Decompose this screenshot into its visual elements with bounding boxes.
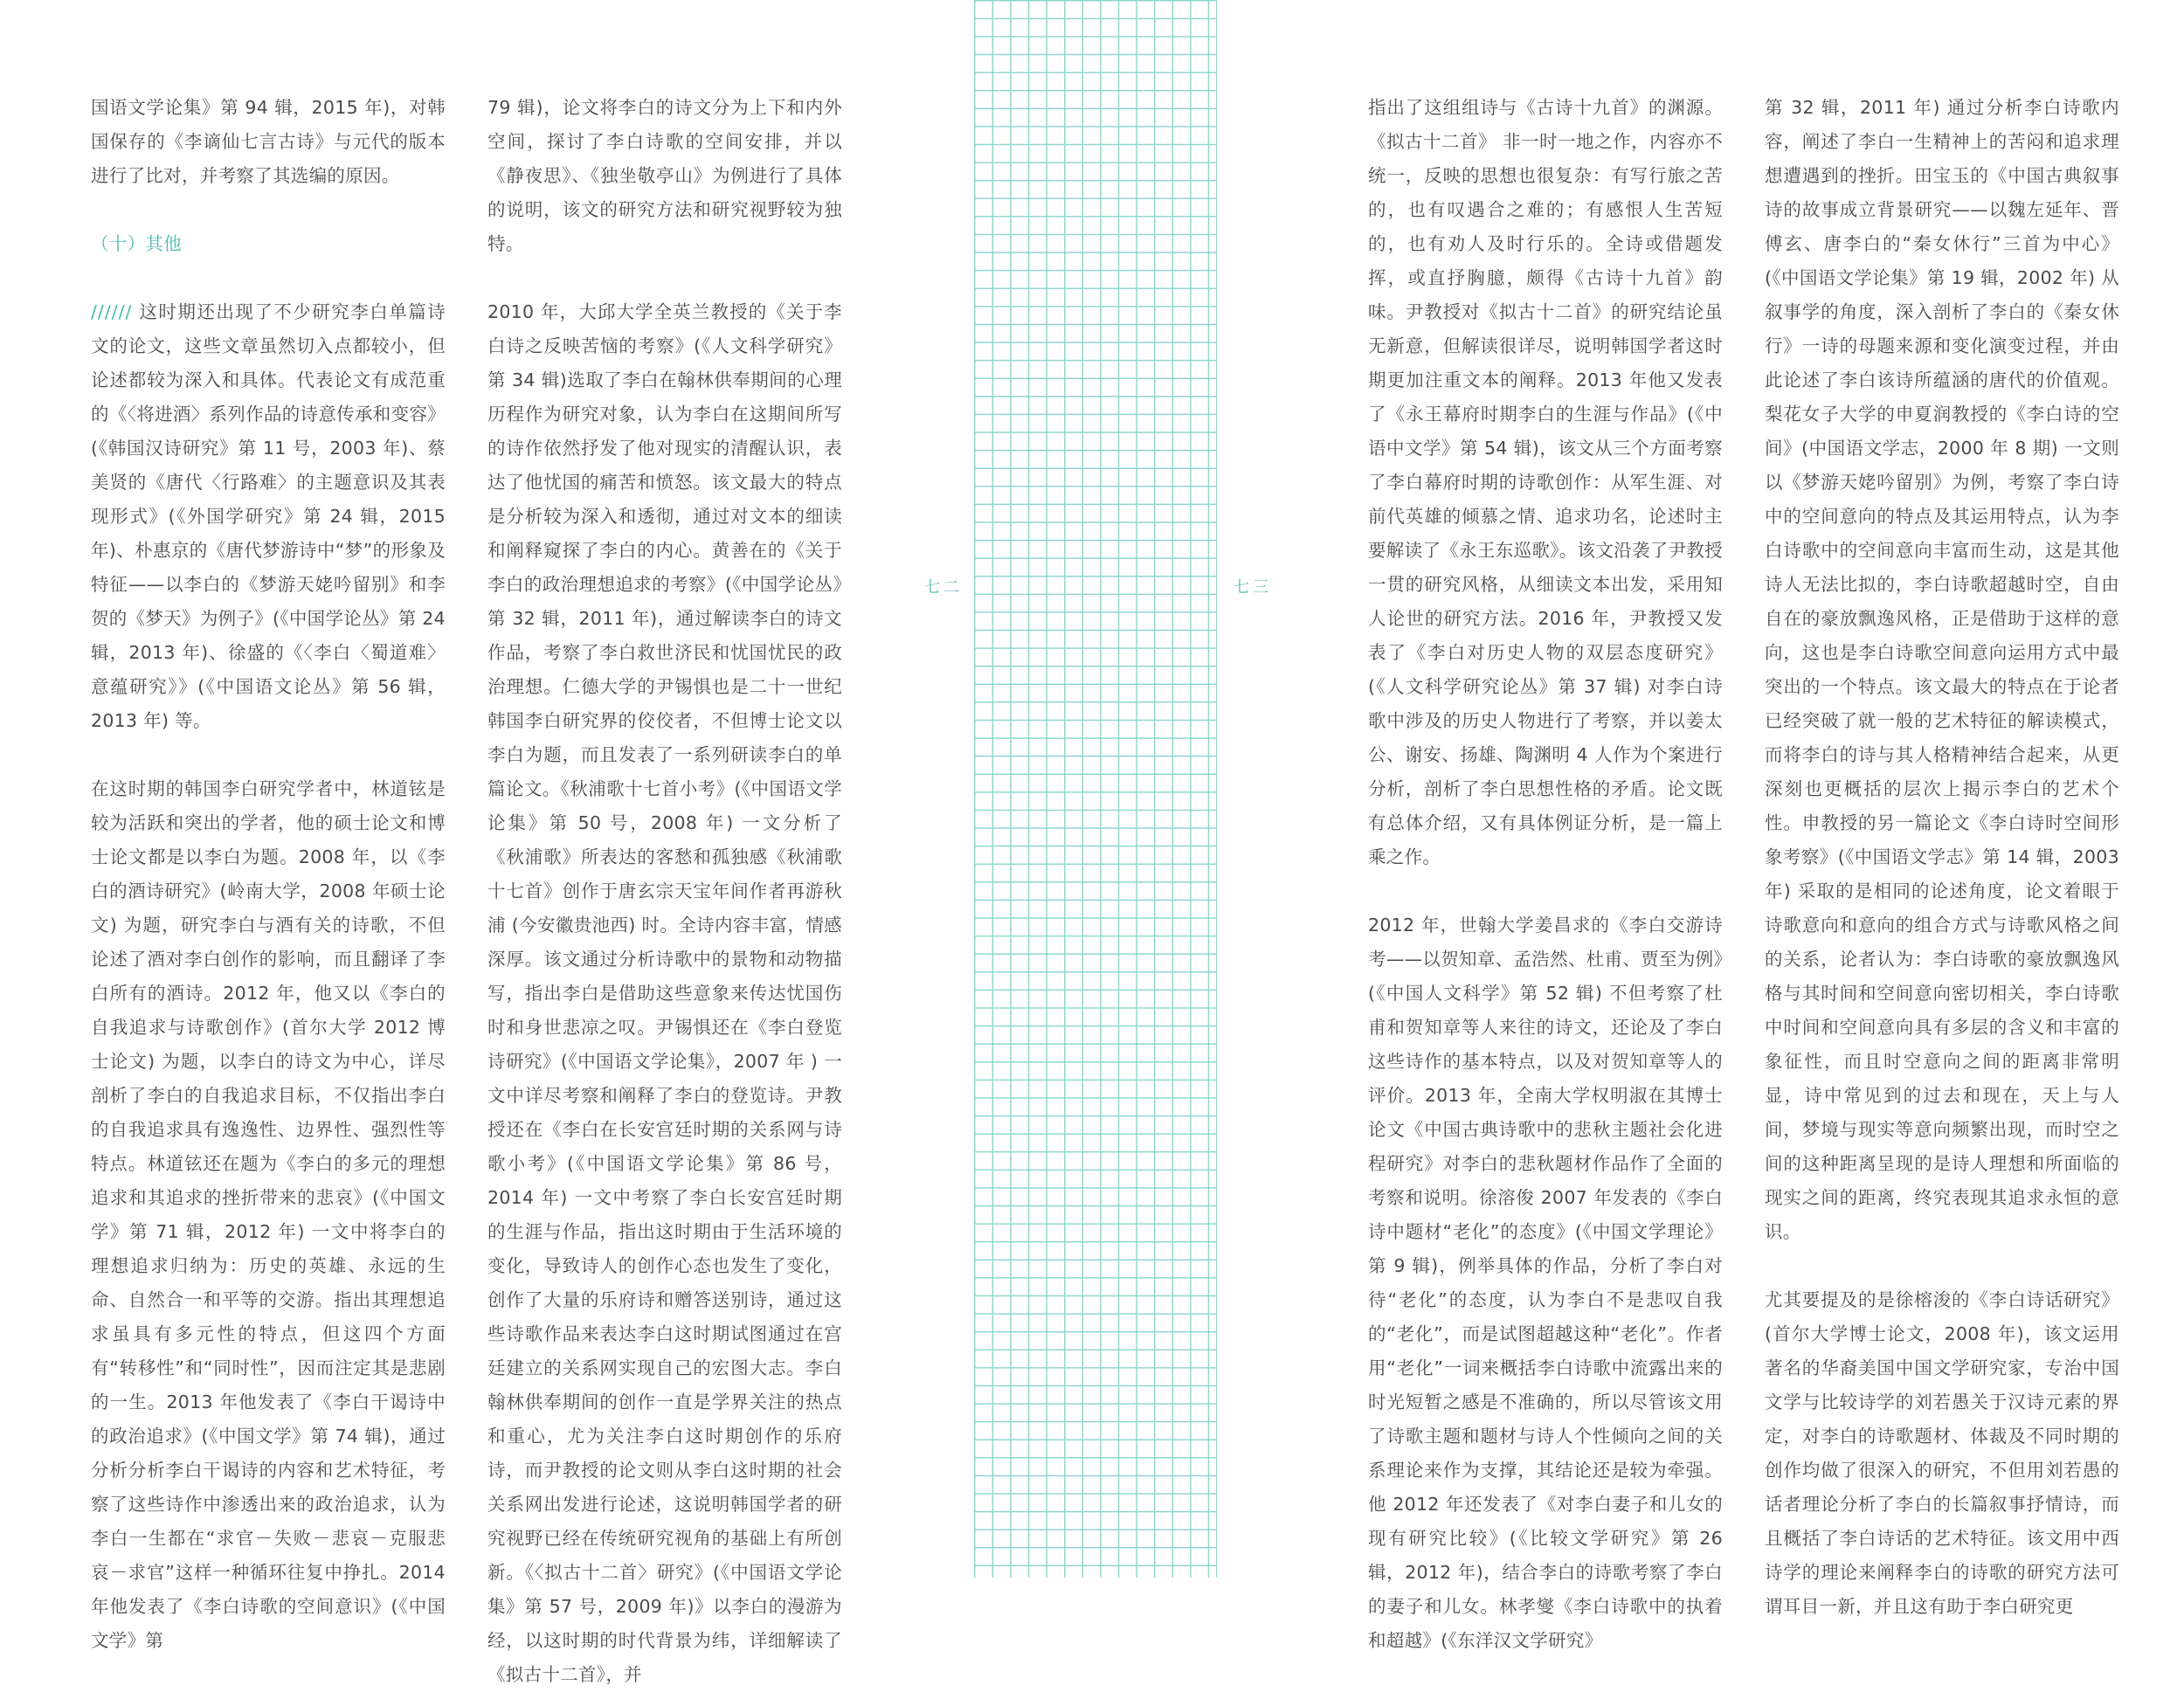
- center-grid-gutter: [974, 0, 1217, 1578]
- slash-ornament: //////: [91, 301, 133, 322]
- paragraph: 79 辑)，论文将李白的诗文分为上下和内外空间，探讨了李白诗歌的空间安排，并以《静夜思》、《独坐敬亭山》为例进行了具体的说明，该文的研究方法和研究视野较为独特。: [487, 97, 842, 254]
- paragraph: 尤其要提及的是徐榕浚的《李白诗话研究》(首尔大学博士论文，2008 年)，该文运用著名的华裔美国中国文学研究家，专治中国文学与比较诗学的刘若愚关于汉诗元素的界定，对李白的诗歌题材、体裁及不同时期的创作均做了很深入的研究，不但用刘若愚的话者理论分析了李白的长篇叙事抒情诗，而且概括了李白诗话的艺术特征。该文用中西诗学的理论来阐释李白的诗歌的研究方法可谓耳目一新，并且这有助于李白研究更: [1765, 1289, 2119, 1617]
- paragraph: 在这时期的韩国李白研究学者中，林道铉是较为活跃和突出的学者，他的硕士论文和博士论文都是以李白为题。2008 年，以《李白的酒诗研究》(岭南大学，2008 年硕士论文) 为题，研究李白与酒有关的诗歌，不但论述了酒对李白创作的影响，而且翻译了李白所有的酒诗。2012 年，他又以《李白的自我追求与诗歌创作》(首尔大学 2012 博士论文) 为题，以李白的诗文为中心，详尽剖析了李白的自我追求目标，不仅指出李白的自我追求具有逸逸性、边界性、强烈性等特点。林道铉还在题为《李白的多元的理想追求和其追求的挫折带来的悲哀》(《中国文学》第 71 辑，2012 年) 一文中将李白的理想追求归纳为：历史的英雄、永远的生命、自然合一和平等的交游。指出其理想追求虽具有多元性的特点，但这四个方面有“转移性”和“同时性”，因而注定其是悲剧的一生。2013 年他发表了《李白干谒诗中的政治追求》(《中国文学》第 74 辑)，通过分析分析李白干谒诗的内容和艺术特征，考察了这些诗作中渗透出来的政治追求，认为李白一生都在“求官－失败－悲哀－克服悲哀－求官”这样一种循环往复中挣扎。2014 年他发表了《李白诗歌的空间意识》(《中国文学》第: [91, 778, 446, 1651]
- section-heading: （十）其他: [91, 233, 182, 254]
- paragraph: 第 32 辑，2011 年) 通过分析李白诗歌内容，阐述了李白一生精神上的苦闷和追求理想遭遇到的挫折。田宝玉的《中国古典叙事诗的故事成立背景研究——以魏左延年、晋傅玄、唐李白的“秦女休行”三首为中心》(《中国语文学论集》第 19 辑，2002 年) 从叙事学的角度，深入剖析了李白的《秦女休行》一诗的母题来源和变化演变过程，并由此论述了李白该诗所蕴涵的唐代的价值观。梨花女子大学的申夏润教授的《李白诗的空间》(中国语文学志，2000 年 8 期) 一文则以《梦游天姥吟留别》为例，考察了李白诗中的空间意向的特点及其运用特点，认为李白诗歌中的空间意向丰富而生动，这是其他诗人无法比拟的，李白诗歌超越时空，自由自在的豪放飘逸风格，正是借助于这样的意向，这也是李白诗歌空间意向运用方式中最突出的一个特点。该文最大的特点在于论者已经突破了就一般的艺术特征的解读模式，而将李白的诗与其人格精神结合起来，从更深刻也更概括的层次上揭示李白的艺术个性。申教授的另一篇论文《李白诗时空间形象考察》(《中国语文学志》第 14 辑，2003 年) 采取的是相同的论述角度，论文着眼于诗歌意向和意向的组合方式与诗歌风格之间的关系，论者认为：李白诗歌的豪放飘逸风格与其时间和空间意向密切相关，李白诗歌中时间和空间意向具有多层的含义和丰富的象征性，而且时空意向之间的距离非常明显，诗中常见到的过去和现在，天上与人间，梦境与现实等意向频繁出现，而时空之间的这种距离呈现的是诗人理想和所面临的现实之间的距离，终究表现其追求永恒的意识。: [1765, 97, 2119, 1242]
- page-number-left: 七二: [924, 578, 963, 597]
- paragraph: 2012 年，世翰大学姜昌求的《李白交游诗考——以贺知章、孟浩然、杜甫、贾至为例》(《中国人文科学》第 52 辑) 不但考察了杜甫和贺知章等人来往的诗文，还论及了李白这些诗作的基本特点，以及对贺知章等人的评价。2013 年，全南大学权明淑在其博士论文《中国古典诗歌中的悲秋主题社会化进程研究》对李白的悲秋题材作品作了全面的考察和说明。徐溶俊 2007 年发表的《李白诗中题材“老化”的态度》(《中国文学理论》第 9 辑)，例举具体的作品，分析了李白对待“老化”的态度，认为李白不是悲叹自我的“老化”，而是试图超越这种“老化”。作者用“老化”一词来概括李白诗歌中流露出来的时光短暂之感是不准确的，所以尽管该文用了诗歌主题和题材与诗人个性倾向之间的关系理论来作为支撑，其结论还是较为牵强。他 2012 年还发表了《对李白妻子和儿女的现有研究比较》(《比较文学研究》第 26 辑，2012 年)，结合李白的诗歌考察了李白的妻子和儿女。林孝燮《李白诗歌中的执着和超越》(《东洋汉文学研究》: [1368, 915, 1723, 1651]
- right-page-column-2: [1765, 91, 2119, 1624]
- paragraph: 国语文学论集》第 94 辑，2015 年)，对韩国保存的《李谪仙七言古诗》与元代的版本进行了比对，并考察了其选编的原因。: [91, 97, 446, 186]
- paragraph: 指出了这组组诗与《古诗十九首》的渊源。《拟古十二首》 非一时一地之作，内容亦不统一，反映的思想也很复杂：有写行旅之苦的，也有叹遇合之难的；有感恨人生苦短的，也有劝人及时行乐的。全诗或借题发挥，或直抒胸臆，颇得《古诗十九首》韵味。尹教授对《拟古十二首》的研究结论虽无新意，但解读很详尽，说明韩国学者这时期更加注重文本的阐释。2013 年他又发表了《永王幕府时期李白的生涯与作品》(《中语中文学》第 54 辑)，该文从三个方面考察了李白幕府时期的诗歌创作：从军生涯、对前代英雄的倾慕之情、追求功名，论述时主要解读了《永王东巡歌》。该文沿袭了尹教授一贯的研究风格，从细读文本出发，采用知人论世的研究方法。2016 年，尹教授又发表了《李白对历史人物的双层态度研究》(《人文科学研究论丛》第 37 辑) 对李白诗歌中涉及的历史人物进行了考察，并以姜太公、谢安、扬雄、陶渊明 4 人作为个案进行分析，剖析了李白思想性格的矛盾。论文既有总体介绍，又有具体例证分析，是一篇上乘之作。: [1368, 97, 1723, 867]
- left-page-column-1: [91, 91, 446, 1658]
- right-page-column-1: [1368, 91, 1723, 1658]
- paragraph: 2010 年，大邱大学全英兰教授的《关于李白诗之反映苦恼的考察》(《人文科学研究》第 34 辑)选取了李白在翰林供奉期间的心理历程作为研究对象，认为李白在这期间所写的诗作依然抒发了他对现实的清醒认识，表达了他忧国的痛苦和愤怒。该文最大的特点是分析较为深入和透彻，通过对文本的细读和阐释窥探了李白的内心。黄善在的《关于李白的政治理想追求的考察》(《中国学论丛》第 32 辑，2011 年)，通过解读李白的诗文作品，考察了李白救世济民和忧国忧民的政治理想。仁德大学的尹锡惧也是二十一世纪韩国李白研究界的佼佼者，不但博士论文以李白为题，而且发表了一系列研读李白的单篇论文。《秋浦歌十七首小考》(《中国语文学论集》第 50 号，2008 年) 一文分析了《秋浦歌》所表达的客愁和孤独感《秋浦歌十七首》创作于唐玄宗天宝年间作者再游秋浦 (今安徽贵池西) 时。全诗内容丰富，情感深厚。该文通过分析诗歌中的景物和动物描写，指出李白是借助这些意象来传达忧国伤时和身世悲凉之叹。尹锡惧还在《李白登览诗研究》(《中国语文学论集》，2007 年 ) 一文中详尽考察和阐释了李白的登览诗。尹教授还在《李白在长安宫廷时期的关系网与诗歌小考》(《中国语文学论集》第 86 号，2014 年) 一文中考察了李白长安宫廷时期的生涯与作品，指出这时期由于生活环境的变化，导致诗人的创作心态也发生了变化，创作了大量的乐府诗和赠答送别诗，通过这些诗歌作品来表达李白这时期试图通过在宫廷建立的关系网实现自己的宏图大志。李白翰林供奉期间的创作一直是学界关注的热点和重心，尤为关注李白这时期创作的乐府诗，而尹教授的论文则从李白这时期的社会关系网出发进行论述，这说明韩国学者的研究视野已经在传统研究视角的基础上有所创新。《〈拟古十二首〉研究》(《中国语文学论集》第 57 号，2009 年)》以李白的漫游为经，以这时期的时代背景为纬，详细解读了《拟古十二首》，并: [487, 301, 842, 1685]
- paragraph-text: 这时期还出现了不少研究李白单篇诗文的论文，这些文章虽然切入点都较小，但论述都较为深入和具体。代表论文有成范重的《〈将进酒〉系列作品的诗意传承和变容》(《韩国汉诗研究》第 11 号，2003 年)、蔡美贤的《唐代〈行路难〉的主题意识及其表现形式》(《外国学研究》第 24 辑，2015 年)、朴惠京的《唐代梦游诗中“梦”的形象及特征——以李白的《梦游天姥吟留别》和李贺的《梦天》为例子》(《中国学论丛》第 24 辑，2013 年)、徐盛的《〈李白〈蜀道难〉意蕴研究》》(《中国语文论丛》第 56 辑，2013 年) 等。: [91, 301, 446, 731]
- page-number-right: 七三: [1234, 578, 1272, 597]
- paragraph: [91, 295, 446, 738]
- left-page-column-2: [487, 91, 842, 1692]
